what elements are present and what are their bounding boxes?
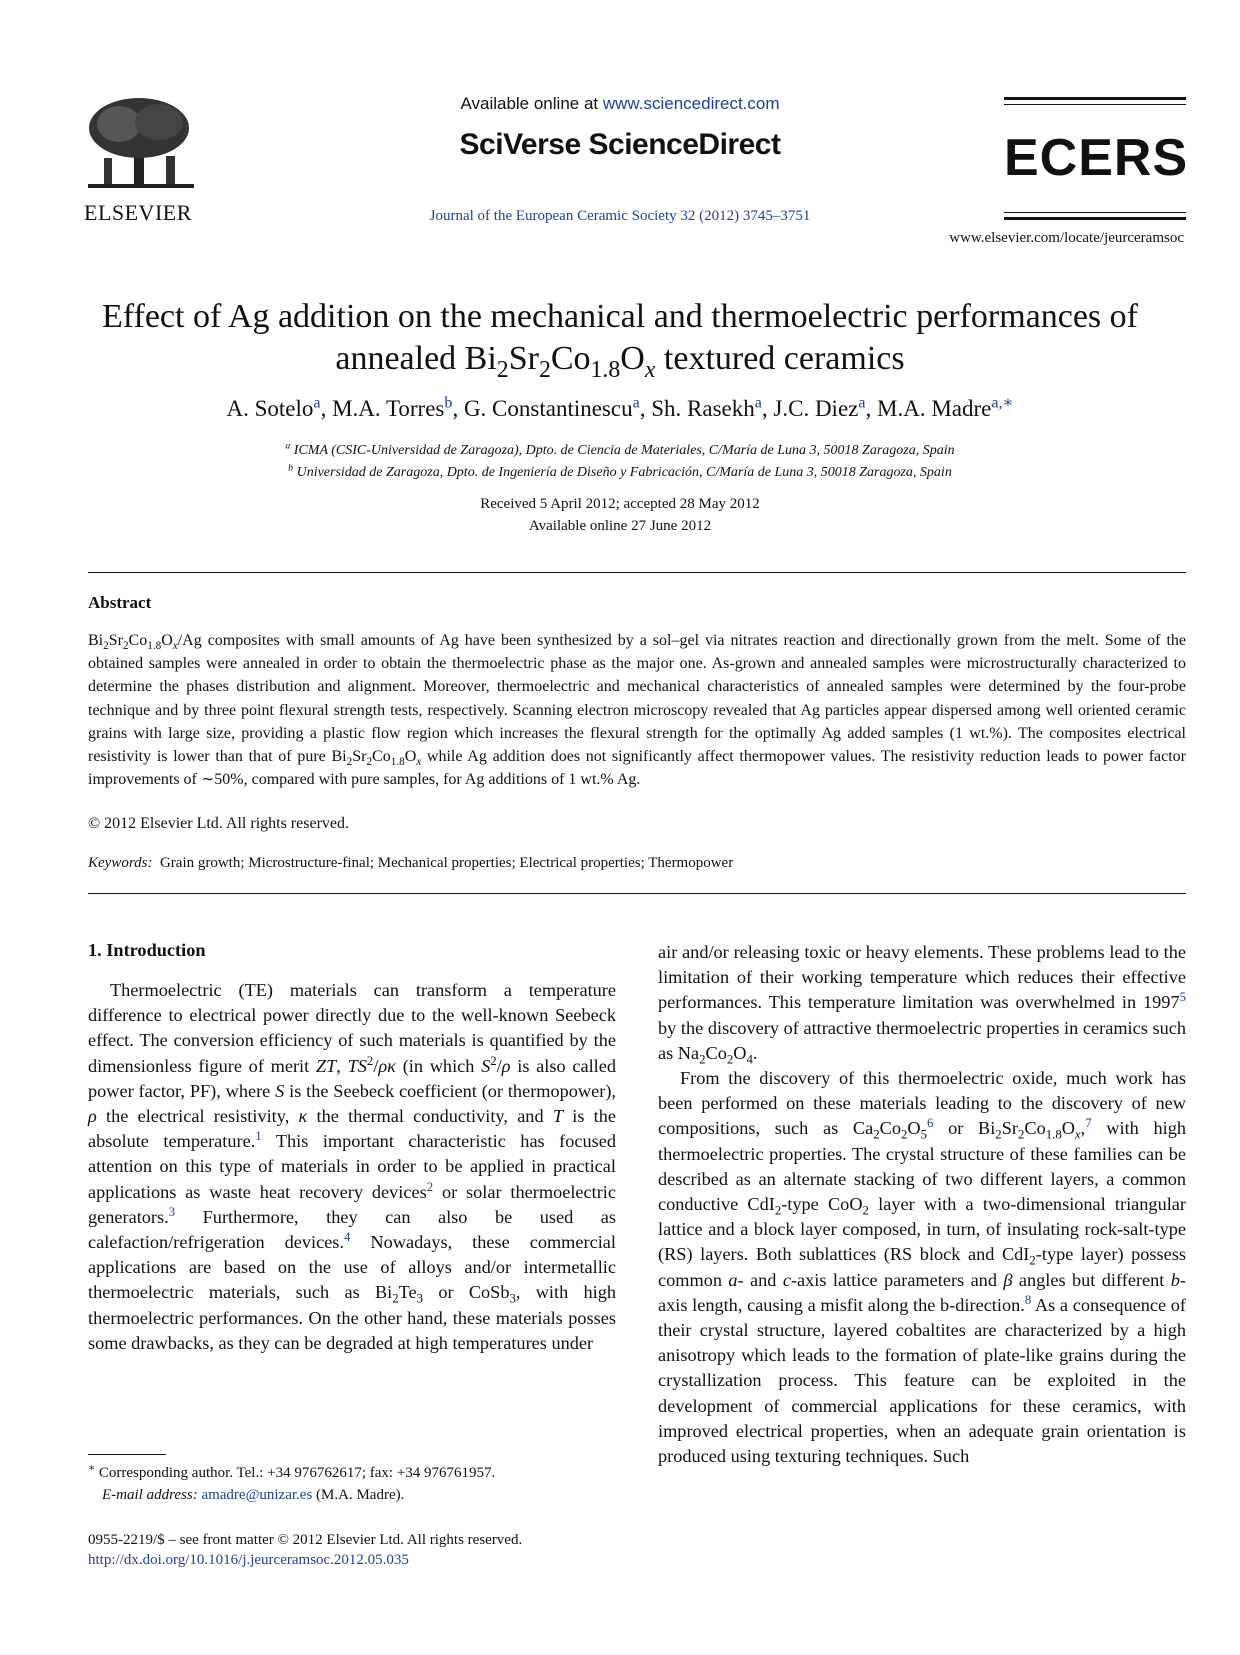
abstract-text: $Bi_2Sr_2Co_{1.8}O_x/Ag$ composites with small amounts of Ag have been synthesized by a sol–gel via nitrates reaction and directionally grown from the melt. Some of the obtained samples were annealed in order to obtain the thermoelectric phase as the major one. As-grown and annealed samples were microstructurally characterized to determine the phases distribution and alignment. Moreover, thermoelectric and mechanical characteristics of annealed samples were determined by the four-probe technique and by three point flexural strength tests, respectively. Scanning electron microscopy revealed that Ag particles appear dispersed among well oriented ceramic grains with large size, providing a plastic flow region which increases the flexural strength for the optimally Ag added samples (1 wt.%). The composites electrical resistivity is lower than that of pure $Bi_2Sr_2Co_{1.8}O_x$ while Ag addition does not significantly affect thermopower values. The resistivity reduction leads to power factor improvements of ∼50%, compared with pure samples, for Ag additions of 1 wt.% Ag. [88, 632, 1187, 789]
section-heading: 1. Introduction [88, 940, 206, 960]
footnote-rule [88, 1454, 166, 1455]
copyright-notice: © 2012 Elsevier Ltd. All rights reserved. [88, 815, 349, 832]
author-list: A. Sotelo$^a$, M.A. Torres$^b$, G. Constantinescu$^a$, Sh. Rasekh$^a$, J.C. Diez$^a$, M.A. Madre$^{a,∗}$ [226, 394, 1014, 421]
author-name[interactable]: G. Constantinescu [463, 396, 633, 421]
doi-link[interactable]: http://dx.doi.org/10.1016/j.jeurceramsoc.2012.05.035 [88, 1552, 409, 1568]
footnote [88, 1462, 648, 1506]
logo-bottom-rule [1004, 212, 1186, 220]
divider [88, 572, 1186, 573]
email-note: E-mail address: amadre@unizar.es (M.A. Madre). [102, 1487, 405, 1503]
journal-url[interactable]: www.elsevier.com/locate/jeurceramsoc [949, 230, 1184, 246]
sciencedirect-link[interactable]: www.sciencedirect.com [602, 94, 780, 113]
email-link[interactable]: amadre@unizar.es [201, 1487, 313, 1503]
platform-name: SciVerse ScienceDirect [459, 128, 781, 161]
available-date: Available online 27 June 2012 [528, 518, 712, 534]
divider [88, 893, 1186, 894]
author-name[interactable]: A. Sotelo [226, 396, 314, 421]
paragraph: Thermoelectric (TE) materials can transform a temperature difference to electrical power directly due to the well-known Seebeck effect. The conversion efficiency of such materials is quantified by the dimensionless figure of merit ZT, $TS^2/\rho\kappa$ (in which $S^2/\rho$ is also called power factor, PF), where S is the Seebeck coefficient (or thermopower), ρ the electrical resistivity, κ the thermal conductivity, and T is the absolute temperature.$^1$ This important characteristic has focused attention on this type of materials in order to be applied in practical applications as waste heat recovery devices$^2$ or solar thermoelectric generators.$^3$ Furthermore, they can also be used as calefaction/refrigeration devices.$^4$ Nowadays, these commercial applications are based on the use of alloys and/or intermetallic thermoelectric materials, such as $Bi_2Te_3$ or CoSb$_3$, with high thermoelectric performances. On the other hand, these materials posses some drawbacks, as they can be degraded at high temperatures under [88, 980, 617, 1353]
journal-reference-link[interactable]: Journal of the European Ceramic Society 32 (2012) 3745–3751 [429, 208, 811, 224]
affiliation-a: $^a$ ICMA (CSIC-Universidad de Zaragoza), Dpto. de Ciencia de Materiales, C/María de Luna 3, 50018 Zaragoza, Spain [285, 440, 955, 458]
title-line-1: Effect of Ag addition on the mechanical and thermoelectric performances of [102, 298, 1138, 335]
paragraph: air and/or releasing toxic or heavy elements. These problems lead to the limitation of their working temperature which reduces their effective performances. This temperature limitation was overwhelmed in 1997$^5$ by the discovery of attractive thermoelectric properties in ceramics such as $Na_2Co_2O_4$. [658, 942, 1186, 1067]
body-column-right [658, 940, 1186, 1469]
author-name[interactable]: M.A. Madre [877, 396, 992, 421]
article-title [40, 296, 1200, 383]
available-online-prefix: Available online at [460, 94, 603, 113]
author-name[interactable]: M.A. Torres [332, 396, 445, 421]
corresponding-author-note: ∗ Corresponding author. Tel.: +34 976762617; fax: +34 976761957. [88, 1463, 496, 1481]
front-matter [88, 1530, 688, 1570]
keywords-label: Keywords: [88, 855, 153, 871]
author-name[interactable]: Sh. Rasekh [651, 396, 755, 421]
body-column-left [88, 978, 616, 1356]
logo-top-rule [1004, 97, 1186, 105]
publisher-name: ELSEVIER [84, 200, 192, 225]
affiliation-b: $^b$ Universidad de Zaragoza, Dpto. de Ingeniería de Diseño y Fabricación, C/María de Luna 3, 50018 Zaragoza, Spain [288, 462, 952, 480]
abstract-heading: Abstract [88, 593, 152, 612]
paragraph: From the discovery of this thermoelectric oxide, much work has been performed on these materials leading to the discovery of new compositions, such as $Ca_2Co_2O_5^6$ or $Bi_2Sr_2Co_{1.8}O_x,^7$ with high thermoelectric properties. The crystal structure of these families can be described as an alternate stacking of two different layers, a common conductive CdI$_2$-type CoO$_2$ layer with a two-dimensional triangular lattice and a block layer composed, in turn, of insulating rock-salt-type (RS) layers. Both sublattices (RS block and CdI$_2$-type layer) possess common a- and c-axis lattice parameters and β angles but different b-axis length, causing a misfit along the b-direction.$^8$ As a consequence of their crystal structure, layered cobaltites are characterized by a high anisotropy which leads to the formation of plate-like grains during the crystallization process. This feature can be exploited in the development of commercial applications for these ceramics, with improved electrical properties, when an adequate grain orientation is produced using texturing techniques. Such [658, 1068, 1187, 1467]
issn-line: 0955-2219/$ – see front matter © 2012 Elsevier Ltd. All rights reserved. [88, 1532, 523, 1548]
ecers-society-logo: ECERS [1004, 129, 1189, 187]
title-line-2: annealed $Bi_2Sr_2Co_{1.8}O_x$ textured ceramics [335, 340, 905, 383]
author-name[interactable]: J.C. Diez [773, 396, 859, 421]
received-date: Received 5 April 2012; accepted 28 May 2012 [480, 496, 760, 512]
keywords-line [88, 855, 733, 872]
keywords-list: Grain growth; Microstructure-final; Mechanical properties; Electrical properties; Thermopower [159, 855, 734, 871]
article-dates [40, 493, 1200, 537]
